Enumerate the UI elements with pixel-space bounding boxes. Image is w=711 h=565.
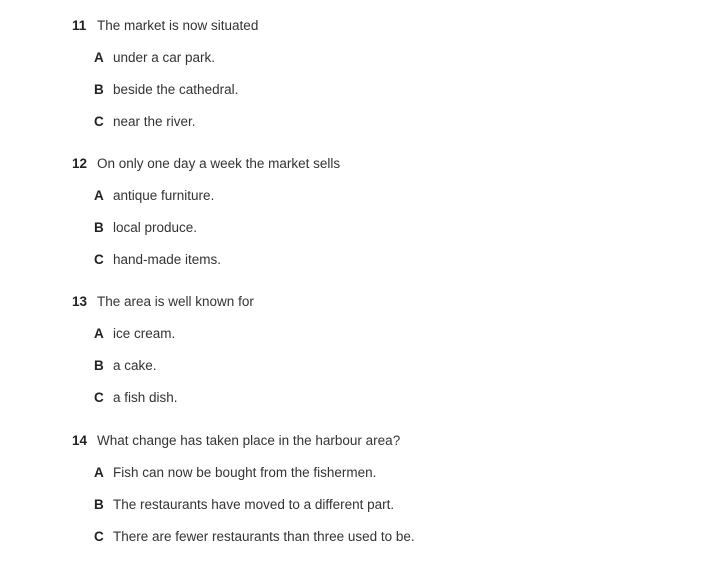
question-text: What change has taken place in the harbour area? xyxy=(97,433,401,448)
option-c[interactable] xyxy=(94,112,692,132)
question-13 xyxy=(72,292,692,408)
option-text: The restaurants have moved to a different part. xyxy=(113,497,395,512)
option-text: There are fewer restaurants than three used to be. xyxy=(113,529,415,544)
question-number: 14 xyxy=(72,433,88,448)
option-letter: C xyxy=(94,252,104,267)
question-stem xyxy=(72,16,692,36)
option-a[interactable] xyxy=(94,48,692,68)
option-text: a fish dish. xyxy=(113,390,178,405)
option-a[interactable] xyxy=(94,324,692,344)
question-number: 12 xyxy=(72,156,88,171)
option-a[interactable] xyxy=(94,463,692,483)
option-letter: B xyxy=(94,82,104,97)
option-letter: A xyxy=(94,188,104,203)
option-letter: A xyxy=(94,326,104,341)
option-text: under a car park. xyxy=(113,50,216,65)
question-stem xyxy=(72,154,692,174)
option-c[interactable] xyxy=(94,250,692,270)
option-text: near the river. xyxy=(113,114,196,129)
option-b[interactable] xyxy=(94,356,692,376)
option-text: antique furniture. xyxy=(113,188,215,203)
option-text: Fish can now be bought from the fishermen. xyxy=(113,465,377,480)
question-text: The area is well known for xyxy=(97,294,254,309)
option-c[interactable] xyxy=(94,527,692,547)
option-a[interactable] xyxy=(94,186,692,206)
question-number: 11 xyxy=(72,18,87,33)
question-stem xyxy=(72,431,692,451)
option-letter: C xyxy=(94,529,104,544)
option-letter: C xyxy=(94,390,104,405)
option-text: ice cream. xyxy=(113,326,176,341)
option-text: local produce. xyxy=(113,220,198,235)
question-number: 13 xyxy=(72,294,88,309)
option-letter: C xyxy=(94,114,104,129)
option-b[interactable] xyxy=(94,495,692,515)
option-text: a cake. xyxy=(113,358,157,373)
option-letter: B xyxy=(94,497,104,512)
question-text: On only one day a week the market sells xyxy=(97,156,341,171)
question-11 xyxy=(72,16,692,132)
question-14 xyxy=(72,431,692,547)
option-text: beside the cathedral. xyxy=(113,82,239,97)
question-12 xyxy=(72,154,692,270)
option-b[interactable] xyxy=(94,80,692,100)
option-letter: A xyxy=(94,465,104,480)
option-b[interactable] xyxy=(94,218,692,238)
question-text: The market is now situated xyxy=(97,18,259,33)
option-letter: B xyxy=(94,220,104,235)
question-stem xyxy=(72,292,692,312)
option-text: hand-made items. xyxy=(113,252,222,267)
option-letter: A xyxy=(94,50,104,65)
option-c[interactable] xyxy=(94,388,692,408)
option-letter: B xyxy=(94,358,104,373)
